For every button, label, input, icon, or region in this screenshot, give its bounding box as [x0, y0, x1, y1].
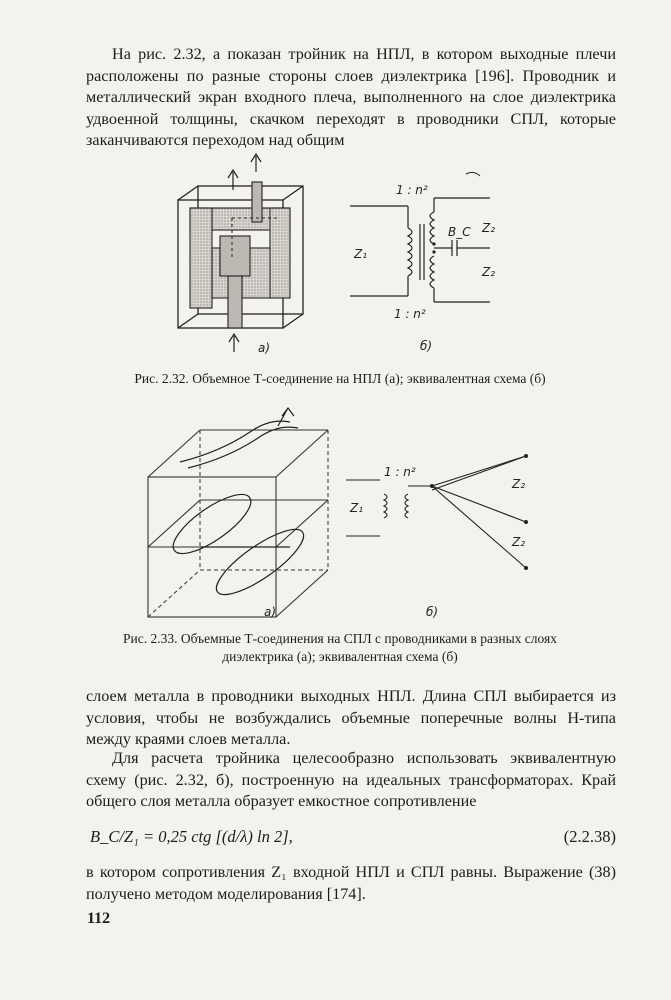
caption-2-33-line2: диэлектрика (а); эквивалентная схема (б)	[222, 649, 458, 664]
figure-2-33b	[340, 450, 540, 620]
ratio-top: 1 : n²	[396, 183, 428, 197]
page-number: 112	[87, 910, 111, 927]
cap-label: B_C	[448, 225, 471, 239]
figure-2-33a	[140, 402, 340, 622]
figure-2-32b	[340, 168, 530, 353]
paragraph-continuation: слоем металла в проводники выходных НПЛ. Длина СПЛ выбирается из условия, чтобы не возбуждались объемные поперечные волны H-типа между краями слоев металла.	[86, 687, 616, 748]
caption-2-32: Рис. 2.32. Объемное Т-соединение на НПЛ (а); эквивалентная схема (б)	[134, 371, 546, 386]
z-out-top-2-33: Z₂	[512, 477, 526, 491]
label-2-32b: б)	[420, 339, 433, 353]
paragraph-result: в котором сопротивления Z₁ входной НПЛ и СПЛ равны. Выражение (38) получено методом моделирования [174].	[86, 863, 616, 903]
label-2-32a: а)	[258, 341, 271, 355]
z-out-bottom-2-33: Z₂	[512, 535, 526, 549]
paragraph-equivalent-circuit: Для расчета тройника целесообразно использовать эквивалентную схему (рис. 2.32, б), построенную на идеальных трансформаторах. Край общего слоя металла образует емкостное сопротивление	[86, 749, 616, 810]
z-in: Z₁	[354, 247, 368, 261]
ratio-2-33: 1 : n²	[384, 465, 416, 479]
z-out-top: Z₂	[482, 221, 496, 235]
paragraph-intro: На рис. 2.32, а показан тройник на НПЛ, в котором выходные плечи расположены по разные стороны слоев диэлектрика [196]. Проводник и металлический экран входного плеча, выполненного на слое диэлектрика удвоенной толщины, скачком переходят в проводники СПЛ, которые заканчиваются переходом над общим	[86, 45, 616, 149]
ratio-bottom: 1 : n²	[394, 307, 426, 321]
label-2-33a: а)	[264, 605, 277, 619]
equation-number: (2.2.38)	[563, 827, 616, 846]
label-2-33b: б)	[426, 605, 439, 619]
z-in-2-33: Z₁	[350, 501, 364, 515]
figure-2-32a	[170, 148, 330, 358]
z-out-bottom: Z₂	[482, 265, 496, 279]
equation-formula: B_C/Z₁ = 0,25 ctg [(d/λ) ln 2],	[90, 827, 293, 846]
caption-2-33-line1: Рис. 2.33. Объемные Т-соединения на СПЛ с проводниками в разных слоях	[123, 631, 557, 646]
